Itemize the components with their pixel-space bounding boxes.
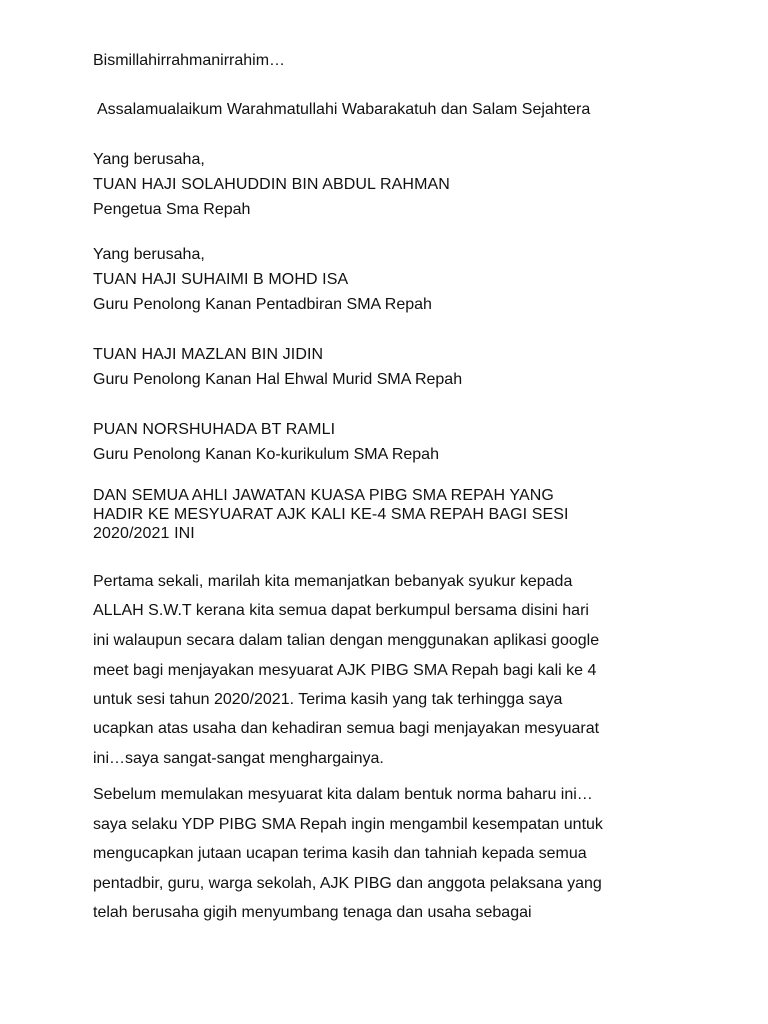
bismillah-line: Bismillahirrahmanirrahim… — [93, 52, 286, 69]
paragraph-1-line-6: ucapkan atas usaha dan kehadiran semua bagi menjayakan mesyuarat — [93, 720, 600, 737]
ajk-notice-line-3: 2020/2021 INI — [93, 525, 195, 542]
paragraph-1-line-1: Pertama sekali, marilah kita memanjatkan bebanyak syukur kepada — [93, 573, 573, 590]
paragraph-2-line-4: pentadbir, guru, warga sekolah, AJK PIBG dan anggota pelaksana yang — [93, 875, 602, 892]
addressee-2-title: Guru Penolong Kanan Pentadbiran SMA Repah — [93, 296, 432, 313]
salam-line: Assalamualaikum Warahmatullahi Wabarakatuh dan Salam Sejahtera — [97, 101, 591, 118]
paragraph-1-line-5: untuk sesi tahun 2020/2021. Terima kasih yang tak terhingga saya — [93, 691, 563, 708]
paragraph-2-line-2: saya selaku YDP PIBG SMA Repah ingin mengambil kesempatan untuk — [93, 816, 603, 833]
addressee-2-name: TUAN HAJI SUHAIMI B MOHD ISA — [93, 271, 349, 288]
paragraph-2-line-3: mengucapkan jutaan ucapan terima kasih dan tahniah kepada semua — [93, 845, 587, 862]
addressee-3-title: Guru Penolong Kanan Hal Ehwal Murid SMA Repah — [93, 371, 463, 388]
addressee-1-name: TUAN HAJI SOLAHUDDIN BIN ABDUL RAHMAN — [93, 176, 450, 193]
paragraph-2-line-1: Sebelum memulakan mesyuarat kita dalam bentuk norma baharu ini… — [93, 786, 593, 803]
ajk-notice-line-2: HADIR KE MESYUARAT AJK KALI KE-4 SMA REPAH BAGI SESI — [93, 506, 569, 523]
addressee-4-name: PUAN NORSHUHADA BT RAMLI — [93, 421, 336, 438]
addressee-1-prefix: Yang berusaha, — [93, 151, 205, 168]
ajk-notice-line-1: DAN SEMUA AHLI JAWATAN KUASA PIBG SMA REPAH YANG — [93, 487, 554, 504]
addressee-4-title: Guru Penolong Kanan Ko-kurikulum SMA Repah — [93, 446, 439, 463]
addressee-1-title: Pengetua Sma Repah — [93, 201, 251, 218]
paragraph-1-line-2: ALLAH S.W.T kerana kita semua dapat berkumpul bersama disini hari — [93, 602, 589, 619]
paragraph-1-line-3: ini walaupun secara dalam talian dengan menggunakan aplikasi google — [93, 632, 600, 649]
paragraph-2-line-5: telah berusaha gigih menyumbang tenaga dan usaha sebagai — [93, 904, 532, 921]
paragraph-1-line-4: meet bagi menjayakan mesyuarat AJK PIBG SMA Repah bagi kali ke 4 — [93, 662, 597, 679]
addressee-2-prefix: Yang berusaha, — [93, 246, 205, 263]
paragraph-1-line-7: ini…saya sangat-sangat menghargainya. — [93, 750, 384, 767]
addressee-3-name: TUAN HAJI MAZLAN BIN JIDIN — [93, 346, 324, 363]
